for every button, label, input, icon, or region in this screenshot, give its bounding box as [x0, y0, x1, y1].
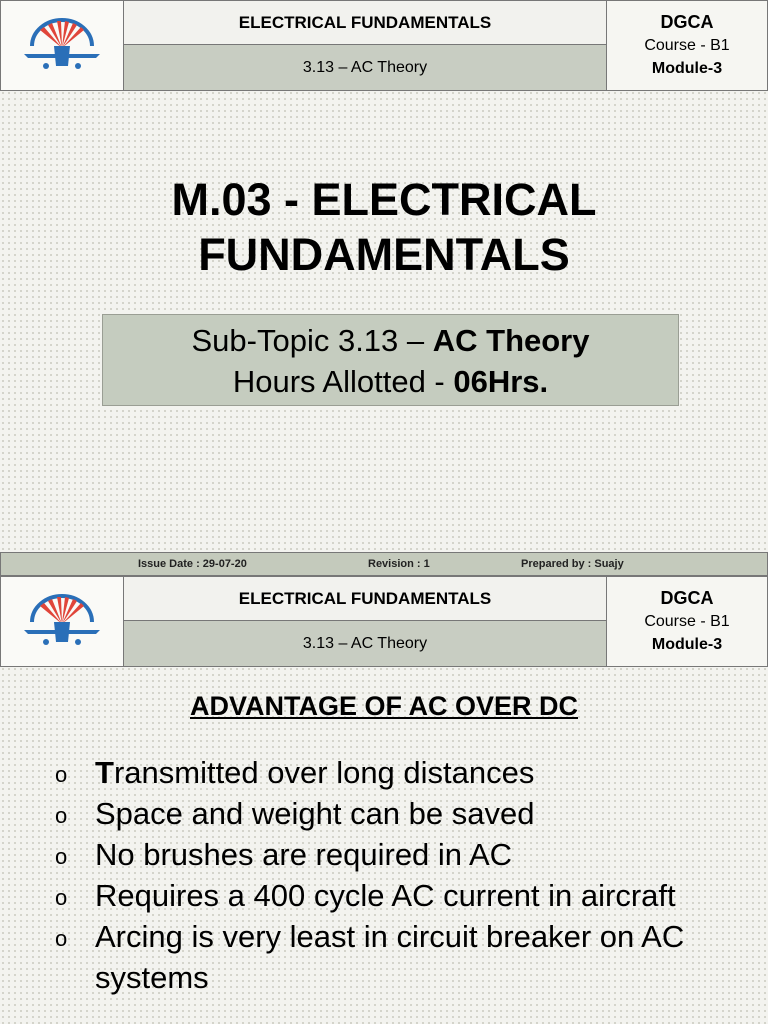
- slide-header: [0, 0, 768, 91]
- list-item: [55, 916, 755, 998]
- slide-footer: [0, 552, 768, 576]
- list-item-text: Space and weight can be saved: [95, 796, 535, 831]
- bullet-marker: o: [55, 885, 68, 910]
- header-subtitle: 3.13 – AC Theory: [124, 45, 606, 90]
- issue-date: Issue Date : 29-07-20: [138, 558, 247, 570]
- bullet-marker: o: [55, 844, 68, 869]
- list-item: [55, 834, 755, 875]
- hours-line: [103, 361, 678, 402]
- institute-logo: [1, 577, 124, 666]
- list-item-initial: T: [95, 755, 114, 790]
- slide-title-line-2: FUNDAMENTALS: [198, 229, 570, 280]
- advantages-list: [55, 752, 755, 998]
- list-item: [55, 752, 755, 793]
- aircraft-logo-icon: [18, 16, 106, 76]
- course-label: Course - B1: [644, 613, 730, 630]
- bullet-marker: o: [55, 926, 68, 951]
- slide-title: [0, 172, 768, 282]
- bullet-marker: o: [55, 762, 68, 787]
- subtopic-box: [102, 314, 679, 406]
- list-item-text: ransmitted over long distances: [113, 755, 535, 790]
- slide-header: [0, 576, 768, 667]
- bullet-marker: o: [55, 803, 68, 828]
- header-course-info: [606, 1, 767, 90]
- subtopic-name: AC Theory: [432, 323, 590, 358]
- course-label: Course - B1: [644, 37, 730, 54]
- institute-logo: [1, 1, 124, 90]
- module-label: Module-3: [651, 636, 723, 653]
- list-item-text: Arcing is very least in circuit breaker on AC systems: [95, 919, 685, 995]
- header-title: ELECTRICAL FUNDAMENTALS: [124, 577, 606, 621]
- header-subtitle: 3.13 – AC Theory: [124, 621, 606, 666]
- subtopic-line: [103, 320, 678, 361]
- list-item: [55, 793, 755, 834]
- list-item-text: Requires a 400 cycle AC current in aircraft: [95, 878, 676, 913]
- header-course-info: [606, 577, 767, 666]
- section-heading: ADVANTAGE OF AC OVER DC: [189, 691, 578, 721]
- authority-label: DGCA: [660, 588, 714, 608]
- slide-title-line-1: M.03 - ELECTRICAL: [171, 174, 597, 225]
- module-label: Module-3: [651, 60, 723, 77]
- hours-prefix: Hours Allotted -: [232, 364, 454, 399]
- header-title: ELECTRICAL FUNDAMENTALS: [124, 1, 606, 45]
- prepared-by: Prepared by : Suajy: [521, 558, 624, 570]
- subtopic-prefix: Sub-Topic 3.13 –: [191, 323, 433, 358]
- list-item: [55, 875, 755, 916]
- revision: Revision : 1: [368, 558, 430, 570]
- hours-value: 06Hrs.: [453, 364, 549, 399]
- slide-2: [0, 576, 768, 1024]
- aircraft-logo-icon: [18, 592, 106, 652]
- list-item-text: No brushes are required in AC: [95, 837, 513, 872]
- authority-label: DGCA: [660, 12, 714, 32]
